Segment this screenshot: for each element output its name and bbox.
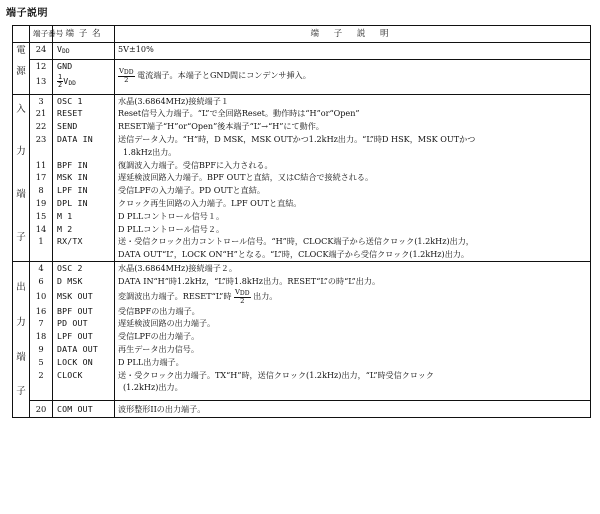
pin-name: DATA IN: [53, 133, 115, 146]
pin-description-continued: (1.2kHz)出力。: [115, 381, 591, 394]
pin-name: BPF IN: [53, 159, 115, 172]
pin-name: LOCK ON: [53, 356, 115, 369]
table-row: [13, 235, 591, 248]
pin-name: MSK OUT: [53, 288, 115, 305]
pin-number: 9: [30, 343, 53, 356]
pin-description: RESET端子“H”or“Open”後本端子“L”→“H”にて動作。: [115, 120, 591, 133]
table-row: [13, 197, 591, 210]
pin-description: 受信LPFの出力端子。: [115, 330, 591, 343]
table-row: [13, 159, 591, 172]
pin-description: $\frac{\text{VDD}}{2}$ 電流端子。本端子とGND間にコンデンサ挿入。: [115, 59, 591, 91]
pin-name: MSK IN: [53, 171, 115, 184]
pin-description: 水晶(3.6864MHz)接続端子１: [115, 94, 591, 107]
table-row: [13, 210, 591, 223]
table-row: [13, 43, 591, 60]
pin-name: VDD: [53, 43, 115, 60]
table-row: [13, 401, 591, 418]
pin-description: 遅延検波回路の出力端子。: [115, 317, 591, 330]
pin-name: D MSK: [53, 275, 115, 288]
pin-number: 5: [30, 356, 53, 369]
pin-number: 20: [30, 401, 53, 418]
fraction-one-half: $\frac{1}{2}$: [58, 72, 63, 89]
pin-description: 受信LPFの入力端子。PD OUTと直結。: [115, 184, 591, 197]
pin-description-continued: DATA OUT“L”，LOCK ON“H”となる。“L”時，CLOCK端子から受信クロック(1.2kHz)出力。: [115, 248, 591, 261]
pin-name: PD OUT: [53, 317, 115, 330]
page-title: 端子説明: [6, 8, 48, 19]
table-row: [13, 171, 591, 184]
table-row-continuation: [13, 381, 591, 394]
pin-description: 水晶(3.6864MHz)接続端子２。: [115, 261, 591, 274]
pin-description: 波形整形IIの出力端子。: [115, 401, 591, 418]
pin-name: DPL IN: [53, 197, 115, 210]
pin-name: M 2: [53, 223, 115, 236]
pin-name: LPF OUT: [53, 330, 115, 343]
header-pin-number: 端子番号: [30, 26, 53, 43]
category-input: 入 力 端 子: [13, 94, 30, 261]
pin-description: 5V±10%: [115, 43, 591, 60]
pin-description: DATA IN“H”時1.2kHz，“L”時1.8kHz出力。RESET“L”の時“L”出力。: [115, 275, 591, 288]
pin-number: 1: [30, 235, 53, 248]
pin-name: OSC 1: [53, 94, 115, 107]
pin-description: 送・受クロック出力端子。TX“H”時，送信クロック(1.2kHz)出力，“L”時受信クロック: [115, 369, 591, 382]
pin-number: 22: [30, 120, 53, 133]
fraction-vdd-over-2: $\frac{\text{VDD}}{2}$: [234, 287, 250, 305]
table-row: [13, 133, 591, 146]
pin-description: 復調波入力端子。受信BPFに入力される。: [115, 159, 591, 172]
table-row: [13, 184, 591, 197]
pin-number: 6: [30, 275, 53, 288]
pin-description: Reset信号入力端子。“L”で全回路Reset。動作時は“H”or“Open”: [115, 107, 591, 120]
pin-description: クロック再生回路の入力端子。LPF OUTと直結。: [115, 197, 591, 210]
pin-number: 4: [30, 261, 53, 274]
table-header-row: [13, 26, 591, 43]
table-row: [13, 369, 591, 382]
pin-description: D PLL出力端子。: [115, 356, 591, 369]
pin-number: 12: [30, 59, 53, 72]
pin-name: M 1: [53, 210, 115, 223]
category-power: 電 源: [13, 43, 30, 95]
pin-description: 送信データ入力。“H”時，D MSK，MSK OUTかつ1.2kHz出力。“L”時D HSK，MSK OUTかつ: [115, 133, 591, 146]
table-row: [13, 261, 591, 274]
pin-number: 18: [30, 330, 53, 343]
pin-description: D PLLコントロール信号２。: [115, 223, 591, 236]
table-row: [13, 107, 591, 120]
pin-name: COM OUT: [53, 401, 115, 418]
pin-number: 7: [30, 317, 53, 330]
pin-number: 10: [30, 288, 53, 305]
pin-name: CLOCK: [53, 369, 115, 382]
table-row: [13, 223, 591, 236]
pin-number: 3: [30, 94, 53, 107]
pin-number: 16: [30, 305, 53, 318]
pin-description: 変調波出力端子。RESET“L”時 $\frac{\text{VDD}}{2}$ 出力。: [115, 288, 591, 305]
pin-description-continued: 1.8kHz出力。: [115, 146, 591, 159]
pin-name: OSC 2: [53, 261, 115, 274]
table-row: [13, 356, 591, 369]
pin-number: 11: [30, 159, 53, 172]
pin-name: RX/TX: [53, 235, 115, 248]
table-row-continuation: [13, 248, 591, 261]
pin-number: 19: [30, 197, 53, 210]
table-row: [13, 305, 591, 318]
table-row: [13, 120, 591, 133]
pin-name: RESET: [53, 107, 115, 120]
table-row: [13, 343, 591, 356]
pin-number: 8: [30, 184, 53, 197]
pin-name: LPF IN: [53, 184, 115, 197]
pin-description: D PLLコントロール信号１。: [115, 210, 591, 223]
table-row: [13, 317, 591, 330]
pin-name: DATA OUT: [53, 343, 115, 356]
pin-description: 送・受信クロック出力コントロール信号。“H”時，CLOCK端子から送信クロック(1.2kHz)出力，: [115, 235, 591, 248]
table-row-continuation: [13, 146, 591, 159]
pin-number: 15: [30, 210, 53, 223]
header-pin-description: 端 子 説 明: [115, 26, 591, 43]
table-row: [13, 330, 591, 343]
header-pin-name: 端 子 名: [53, 26, 115, 43]
table-row: [13, 275, 591, 288]
pin-number: 2: [30, 369, 53, 382]
pin-name: BPF OUT: [53, 305, 115, 318]
table-row: [13, 59, 591, 72]
pin-name: GND: [53, 59, 115, 72]
table-row: [13, 94, 591, 107]
pin-number: 14: [30, 223, 53, 236]
pin-number: 24: [30, 43, 53, 60]
pin-description-table: [12, 25, 591, 418]
table-row: [13, 288, 591, 305]
pin-description: 受信BPFの出力端子。: [115, 305, 591, 318]
pin-name: SEND: [53, 120, 115, 133]
pin-number: 23: [30, 133, 53, 146]
fraction-vdd-over-2: $\frac{\text{VDD}}{2}$: [119, 66, 134, 84]
category-output: 出 力 端 子: [13, 261, 30, 417]
pin-number: 13: [30, 73, 53, 92]
pin-number: 17: [30, 171, 53, 184]
pin-description: 遅延検波回路入力端子。BPF OUTと直結，又はC結合で接続される。: [115, 171, 591, 184]
pin-name: $\frac{1}{2}$ VDD: [53, 73, 115, 92]
pin-number: 21: [30, 107, 53, 120]
pin-description: 再生データ出力信号。: [115, 343, 591, 356]
header-category: [13, 26, 30, 43]
